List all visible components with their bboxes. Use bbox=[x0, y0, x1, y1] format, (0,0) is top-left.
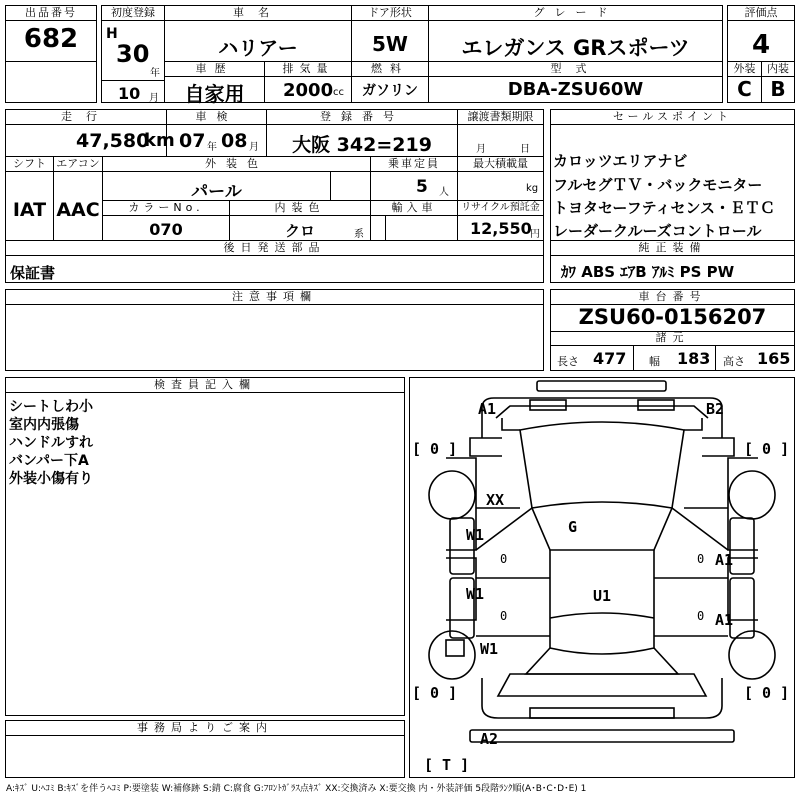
interior-color: クロ bbox=[284, 222, 315, 240]
width-label: 幅 bbox=[649, 355, 660, 368]
damage-a1-right-front-door: A1 bbox=[715, 551, 734, 569]
colorno-box bbox=[102, 200, 230, 241]
capacity-box bbox=[370, 156, 458, 201]
color-box bbox=[102, 156, 371, 201]
mileage-unit: km bbox=[144, 130, 175, 151]
shift-label: シフト bbox=[6, 157, 53, 172]
air-conditioner: AAC bbox=[56, 199, 100, 221]
damage-w1-left-rear: W1 bbox=[480, 640, 499, 658]
recycle-box bbox=[457, 200, 544, 241]
displacement-unit: cc bbox=[333, 87, 344, 98]
car-outline-diagram bbox=[410, 378, 794, 777]
colorno-label: カラーNo. bbox=[103, 201, 229, 216]
spec-label: 諸元 bbox=[551, 331, 794, 346]
later-parts-box bbox=[5, 240, 544, 283]
height: 165 bbox=[757, 349, 791, 368]
inspection-year: 07 bbox=[179, 130, 206, 152]
inspector-note: ハンドルすれ bbox=[9, 435, 93, 451]
width: 183 bbox=[677, 349, 711, 368]
displacement: 2000 bbox=[283, 80, 334, 101]
transfer-day: 日 bbox=[520, 144, 530, 155]
regno-label: 登録番号 bbox=[267, 110, 457, 125]
height-label: 高さ bbox=[723, 355, 745, 368]
mileage: 47,580 bbox=[76, 130, 150, 152]
score-label: 評価点 bbox=[728, 6, 794, 21]
displacement-box bbox=[264, 61, 352, 103]
later-parts-label: 後日発送部品 bbox=[6, 241, 543, 256]
ac-box bbox=[53, 156, 103, 241]
damage-g-windshield: G bbox=[568, 518, 578, 536]
damage-w1-left-front-door: W1 bbox=[466, 526, 485, 544]
registration-number: 大阪 342=219 bbox=[292, 134, 432, 156]
interior-grade: B bbox=[770, 77, 786, 101]
transfer-label: 譲渡書類期限 bbox=[458, 110, 543, 125]
door-box bbox=[351, 5, 429, 62]
inspection-month-unit: 月 bbox=[249, 142, 259, 153]
fuel-box bbox=[351, 61, 429, 103]
history-box bbox=[164, 61, 265, 106]
sales-point: トヨタセーフティセンス・ＥＴＣ bbox=[553, 199, 776, 217]
car-name-box bbox=[164, 5, 352, 62]
history: 自家用 bbox=[184, 82, 245, 106]
fuel-label: 燃料 bbox=[352, 62, 428, 77]
chassis-number: ZSU60-0156207 bbox=[578, 305, 767, 329]
import-label: 輸入車 bbox=[371, 201, 457, 216]
sales-point: フルセグＴＶ・バックモニター bbox=[553, 176, 763, 194]
damage-a1-front-left: A1 bbox=[478, 400, 497, 418]
interior-grade-box bbox=[761, 61, 795, 103]
damage-a1-right-rear-door: A1 bbox=[715, 611, 734, 629]
history-label: 車歴 bbox=[165, 62, 264, 77]
chassis-box bbox=[550, 289, 795, 371]
notes-box bbox=[5, 289, 544, 371]
mileage-box bbox=[5, 109, 175, 157]
interior-label: 内装 bbox=[762, 62, 794, 77]
model-code: DBA-ZSU60W bbox=[507, 79, 644, 100]
notes-label: 注意事項欄 bbox=[6, 290, 543, 305]
import-box bbox=[370, 200, 458, 241]
car-name: ハリアー bbox=[218, 36, 298, 60]
first-reg-label: 初度登録 bbox=[102, 6, 164, 21]
door-zero: 0 bbox=[500, 552, 508, 566]
later-parts: 保証書 bbox=[10, 264, 56, 282]
sales-point: カロッツエリアナビ bbox=[553, 152, 688, 170]
model-box bbox=[428, 61, 723, 103]
equipment-label: 純正装備 bbox=[551, 241, 794, 256]
exterior-label: 外装 bbox=[728, 62, 761, 77]
mileage-label: 走行 bbox=[6, 110, 166, 125]
intcolor-label: 内装色 bbox=[230, 201, 370, 216]
car-name-label: 車名 bbox=[165, 6, 351, 21]
load-box bbox=[457, 156, 544, 201]
damage-legend: A:ｷｽﾞ U:ﾍｺﾐ B:ｷｽﾞを伴うﾍｺﾐ P:要塗装 W:補修跡 S:錆 C:腐食 G:ﾌﾛﾝﾄｶﾞﾗｽ点ｷｽﾞ XX:交換済み X:要交換 内・外装評価 5段階ﾗﾝｸ順(A･B･C･D･E) 1 bbox=[6, 784, 587, 794]
lot-number: 682 bbox=[23, 24, 79, 54]
transfer-month: 月 bbox=[476, 144, 486, 155]
recycle-unit: 円 bbox=[530, 229, 540, 240]
damage-b2-front-right: B2 bbox=[706, 400, 725, 418]
office-label: 事務局よりご案内 bbox=[6, 721, 404, 736]
capacity-label: 乗車定員 bbox=[371, 157, 457, 172]
tire-rear-right: [ 0 ] bbox=[744, 684, 790, 702]
regno-box bbox=[266, 109, 458, 157]
sales-label: セールスポイント bbox=[551, 110, 794, 125]
sales-box bbox=[550, 109, 795, 241]
lot-box bbox=[5, 5, 97, 62]
standard-equipment: ｶﾜ ABS ｴｱB ｱﾙﾐ PS PW bbox=[561, 263, 735, 281]
length: 477 bbox=[593, 349, 627, 368]
door-zero: 0 bbox=[697, 552, 705, 566]
ac-label: エアコン bbox=[54, 157, 102, 172]
chassis-label: 車台番号 bbox=[551, 290, 794, 305]
damage-xx-hood: XX bbox=[486, 491, 505, 509]
capacity-unit: 人 bbox=[439, 187, 449, 198]
transfer-box bbox=[457, 109, 544, 157]
inspector-label: 検査員記入欄 bbox=[6, 378, 404, 393]
inspector-note: バンパー下A bbox=[9, 453, 89, 469]
exterior-grade-box bbox=[727, 61, 762, 103]
intcolor-box bbox=[229, 200, 371, 241]
shift-box bbox=[5, 156, 54, 241]
tire-spare: [ T ] bbox=[424, 756, 470, 774]
inspection-box bbox=[166, 109, 267, 157]
inspection-month: 08 bbox=[221, 130, 248, 152]
displacement-label: 排気量 bbox=[265, 62, 351, 77]
inspection-label: 車検 bbox=[167, 110, 266, 125]
fuel: ガソリン bbox=[362, 83, 418, 99]
load-unit: kg bbox=[526, 183, 539, 194]
tire-front-right: [ 0 ] bbox=[744, 440, 790, 458]
inspector-note: シートしわ小 bbox=[9, 399, 93, 415]
inspector-note: 外装小傷有り bbox=[9, 471, 93, 487]
grade-box bbox=[428, 5, 723, 62]
shift: IAT bbox=[12, 199, 47, 221]
damage-w1-left-rear-door: W1 bbox=[466, 585, 485, 603]
car-diagram-box bbox=[409, 377, 795, 778]
tire-front-left: [ 0 ] bbox=[412, 440, 458, 458]
damage-u1-roof: U1 bbox=[593, 587, 612, 605]
reg-year: 30 bbox=[116, 40, 150, 68]
sales-point: レーダークルーズコントロール bbox=[553, 222, 762, 240]
grade: エレガンス GRスポーツ bbox=[461, 36, 690, 60]
door-type: 5W bbox=[372, 32, 408, 56]
first-reg-box bbox=[101, 5, 165, 103]
exterior-grade: C bbox=[737, 77, 752, 101]
capacity: 5 bbox=[416, 177, 428, 197]
tire-rear-left: [ 0 ] bbox=[412, 684, 458, 702]
year-unit: 年 bbox=[150, 68, 160, 79]
month-unit: 月 bbox=[149, 93, 159, 104]
office-box bbox=[5, 720, 405, 778]
era: H bbox=[106, 26, 118, 42]
door-zero: 0 bbox=[500, 609, 508, 623]
grade-label: グレード bbox=[429, 6, 722, 21]
inspector-box bbox=[5, 377, 405, 716]
door-label: ドア形状 bbox=[352, 6, 428, 21]
recycle-fee: 12,550 bbox=[470, 219, 532, 238]
length-label: 長さ bbox=[557, 355, 579, 368]
equipment-box bbox=[550, 240, 795, 283]
lot-label: 出品番号 bbox=[6, 6, 96, 21]
color-label: 外装色 bbox=[103, 157, 370, 172]
recycle-label: リサイクル預託金 bbox=[458, 201, 543, 216]
score: 4 bbox=[751, 30, 771, 60]
inspection-year-unit: 年 bbox=[207, 142, 217, 153]
model-label: 型式 bbox=[429, 62, 722, 77]
damage-a2-rear-bumper: A2 bbox=[480, 730, 499, 748]
interior-color-unit: 系 bbox=[354, 229, 364, 240]
load-label: 最大積載量 bbox=[458, 157, 543, 172]
exterior-color: パール bbox=[191, 182, 242, 202]
score-box bbox=[727, 5, 795, 62]
inspector-note: 室内内張傷 bbox=[9, 417, 79, 433]
color-number: 070 bbox=[149, 220, 183, 239]
door-zero: 0 bbox=[697, 609, 705, 623]
lot-spacer bbox=[5, 61, 97, 103]
reg-month: 10 bbox=[118, 84, 141, 103]
